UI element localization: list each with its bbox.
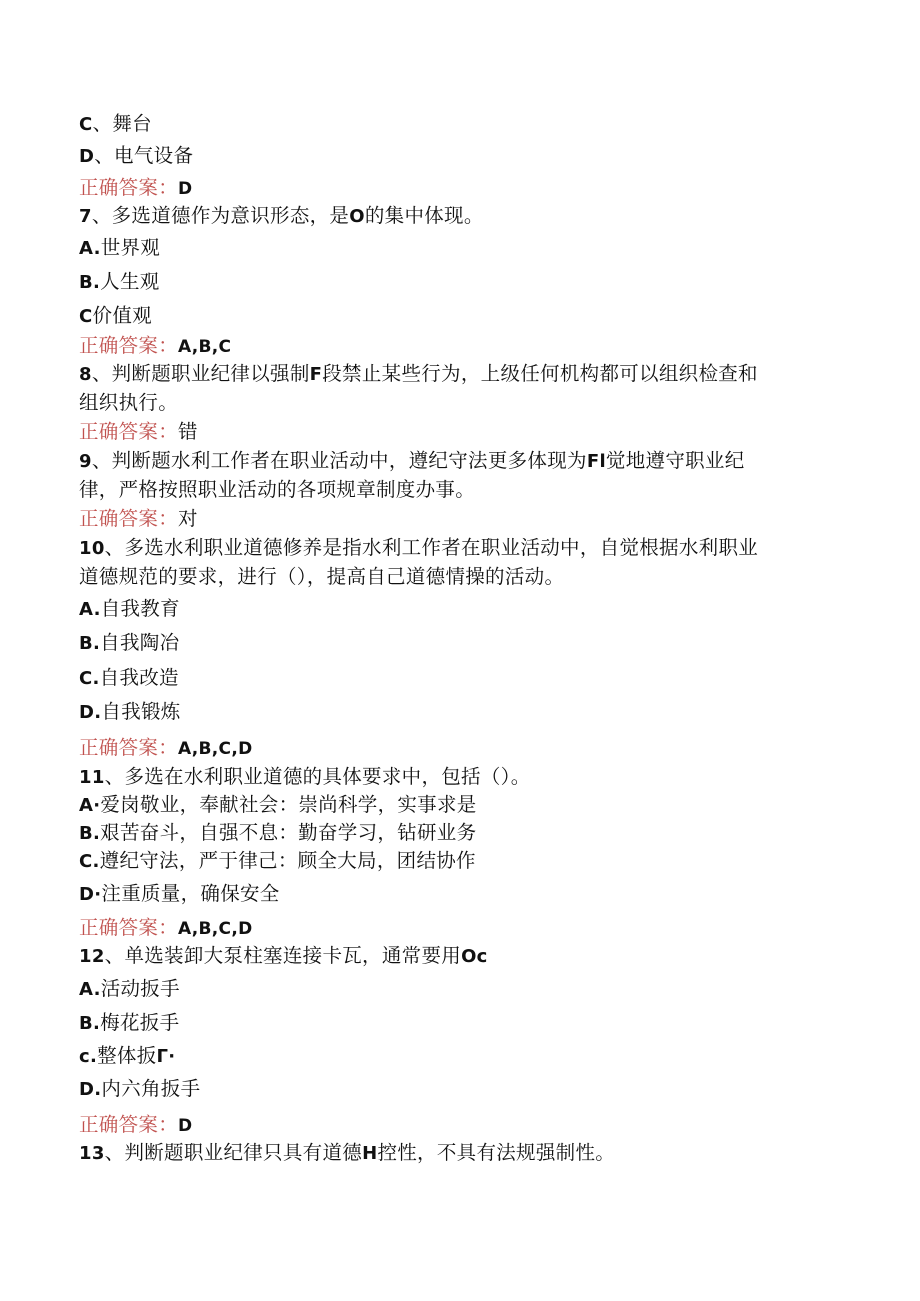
option-c: C.遵纪守法，严于律己：顾全大局，团结协作	[79, 849, 476, 872]
option-a: A·爱岗敬业，奉献社会：崇尚科学，实事求是	[79, 793, 477, 816]
option-a: A.活动扳手	[79, 977, 180, 1000]
question-9: 9、判断题水利工作者在职业活动中，遵纪守法更多体现为Fl觉地遵守职业纪	[79, 449, 745, 472]
question-10-line-2: 道德规范的要求，进行（），提高自己道德情操的活动。	[79, 565, 565, 588]
question-7: 7、多选道德作为意识形态，是O的集中体现。	[79, 204, 484, 227]
answer-line: 正确答案：A,B,C,D	[79, 736, 253, 759]
option-c: C、舞台	[79, 112, 152, 135]
option-d: D.内六角扳手	[79, 1077, 201, 1100]
option-d: D、电气设备	[79, 144, 194, 167]
answer-line: 正确答案：D	[79, 1113, 193, 1136]
answer-line: 正确答案：D	[79, 176, 193, 199]
question-8: 8、判断题职业纪律以强制F段禁止某些行为，上级任何机构都可以组织检查和	[79, 362, 758, 385]
option-d: D·注重质量，确保安全	[79, 882, 280, 905]
question-13: 13、判断题职业纪律只具有道德H控性，不具有法规强制性。	[79, 1141, 616, 1164]
option-c: c.整体扳Γ·	[79, 1044, 176, 1067]
option-b: B.艰苦奋斗，自强不息：勤奋学习，钻研业务	[79, 821, 477, 844]
option-b: B.人生观	[79, 270, 160, 293]
option-c: C.自我改造	[79, 666, 179, 689]
option-b: B.自我陶冶	[79, 631, 180, 654]
answer-line: 正确答案：错	[79, 420, 198, 443]
answer-line: 正确答案：A,B,C,D	[79, 916, 253, 939]
question-11: 11、多选在水利职业道德的具体要求中，包括（）。	[79, 765, 531, 788]
question-9-line-2: 律，严格按照职业活动的各项规章制度办事。	[79, 478, 476, 501]
option-a: A.世界观	[79, 236, 161, 259]
option-b: B.梅花扳手	[79, 1011, 180, 1034]
answer-line: 正确答案：对	[79, 507, 198, 530]
answer-line: 正确答案：A,B,C	[79, 334, 232, 357]
question-10: 10、多选水利职业道德修养是指水利工作者在职业活动中，自觉根据水利职业	[79, 536, 759, 559]
question-12: 12、单选装卸大泵柱塞连接卡瓦，通常要用Oc	[79, 944, 488, 967]
question-8-line-2: 组织执行。	[79, 391, 179, 414]
option-c: C价值观	[79, 304, 152, 327]
option-d: D.自我锻炼	[79, 700, 181, 723]
option-a: A.自我教育	[79, 597, 180, 620]
